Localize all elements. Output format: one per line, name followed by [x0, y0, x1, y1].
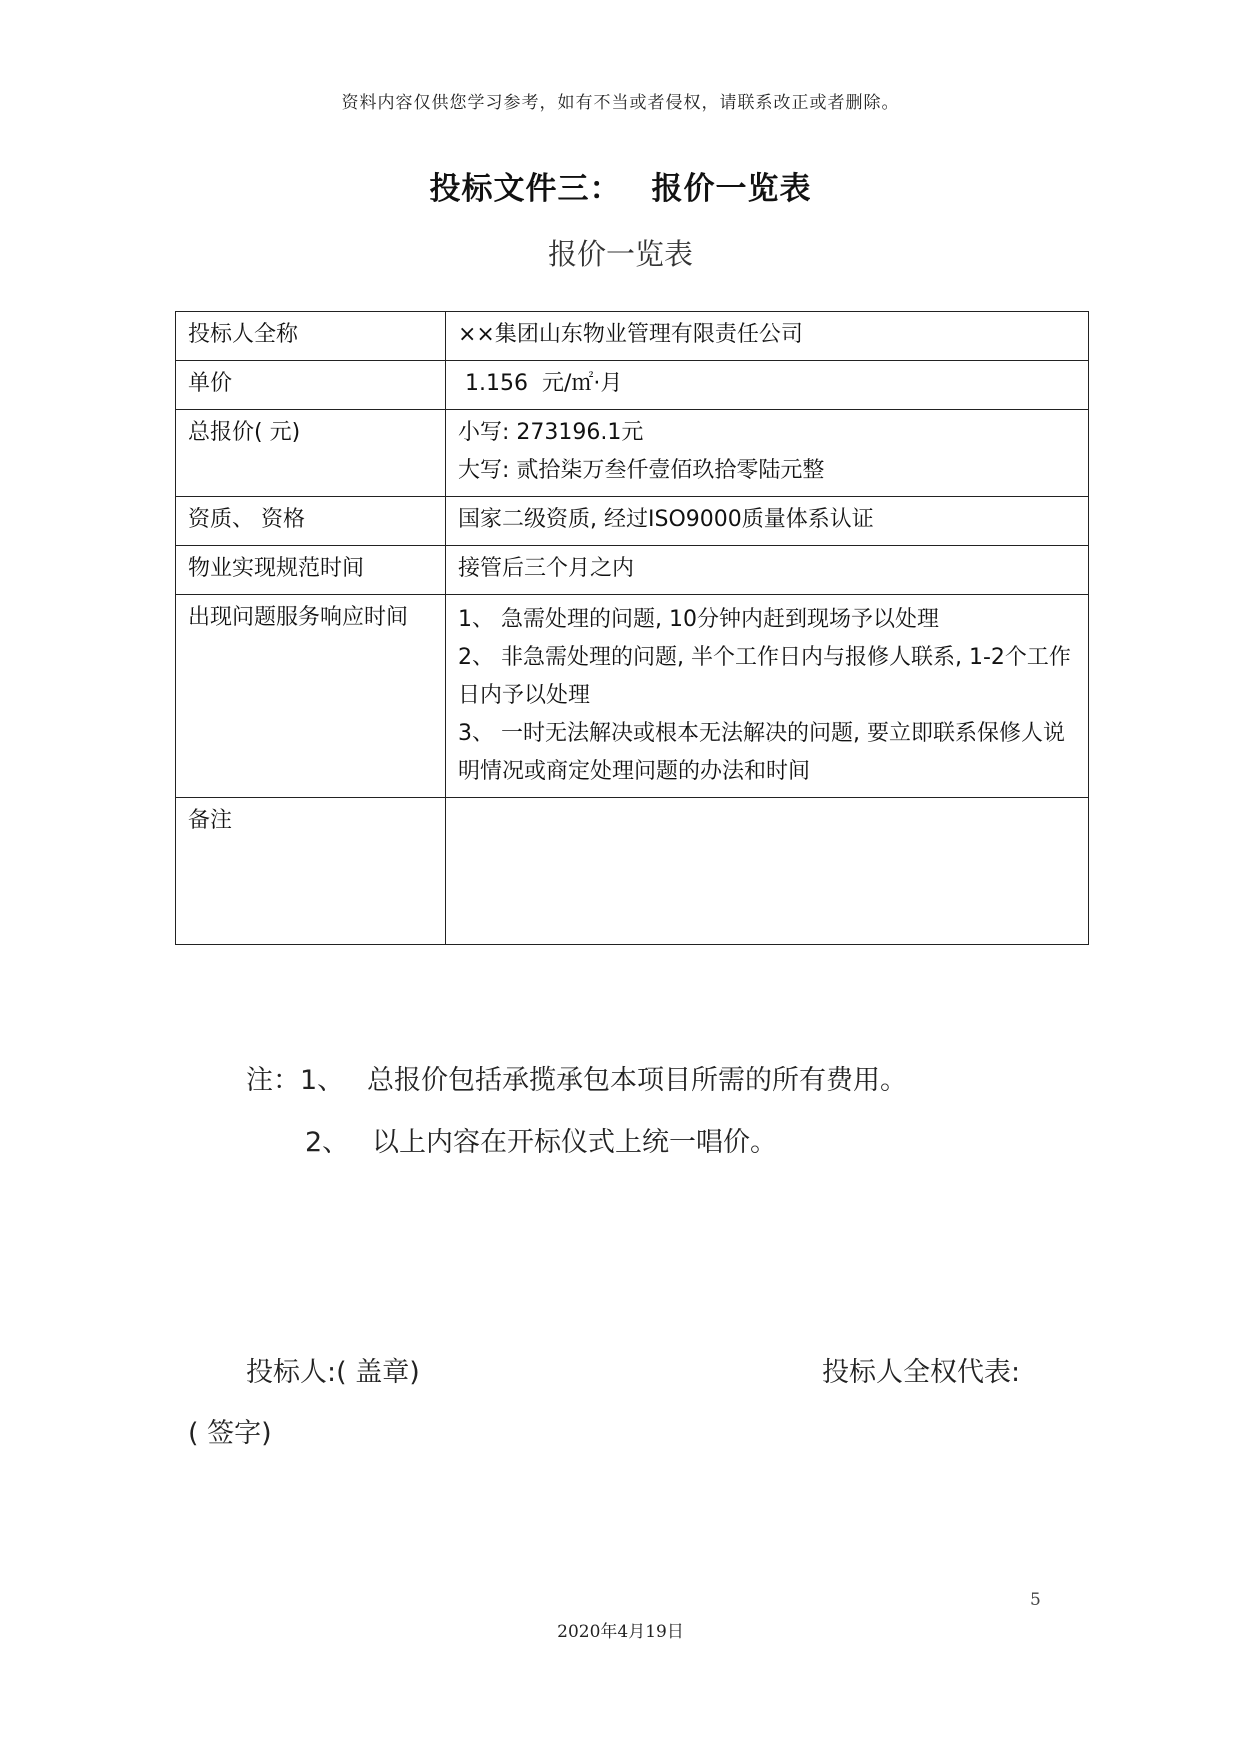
- response-item: 1、 急需处理的问题, 10分钟内赶到现场予以处理: [458, 607, 939, 632]
- quotation-table: [175, 311, 1089, 945]
- note-text: 以上内容在开标仪式上统一唱价。: [372, 1127, 777, 1158]
- remarks-value: [446, 798, 1089, 945]
- response-label: 出现问题服务响应时间: [176, 595, 446, 798]
- table-row-total: [176, 410, 1089, 497]
- standard-time-value: 接管后三个月之内: [446, 546, 1089, 595]
- bidder-value: ××集团山东物业管理有限责任公司: [446, 312, 1089, 361]
- total-value: [446, 410, 1089, 497]
- table-title: 报价一览表: [547, 237, 693, 271]
- page-number: 5: [1030, 1590, 1041, 1610]
- table-row-remarks: [176, 798, 1089, 945]
- footer-date: 2020年4月19日: [557, 1622, 684, 1642]
- note-item: [246, 1056, 907, 1118]
- note-text: 总报价包括承揽承包本项目所需的所有费用。: [367, 1065, 907, 1096]
- total-large: 大写: 贰拾柒万叁仟壹佰玖拾零陆元整: [458, 458, 825, 483]
- header-disclaimer: 资料内容仅供您学习参考，如有不当或者侵权，请联系改正或者删除。: [341, 93, 900, 113]
- qualification-value: 国家二级资质, 经过ISO9000质量体系认证: [446, 497, 1089, 546]
- response-item: 3、 一时无法解决或根本无法解决的问题, 要立即联系保修人说明情况或商定处理问题的办法和时间: [458, 721, 1065, 784]
- bidder-seal-line: 投标人:( 盖章): [246, 1357, 420, 1388]
- note-number: 2、: [305, 1127, 350, 1158]
- note-item: [246, 1118, 907, 1180]
- document-title-part2: 报价一览表: [651, 171, 812, 207]
- signature-line: ( 签字): [188, 1418, 272, 1449]
- unit-price-label: 单价: [176, 361, 446, 410]
- representative-line: 投标人全权代表:: [822, 1357, 1021, 1388]
- notes-prefix: 注：: [246, 1065, 300, 1096]
- bidder-label: 投标人全称: [176, 312, 446, 361]
- total-small: 小写: 273196.1元: [458, 420, 644, 445]
- qualification-label: 资质、 资格: [176, 497, 446, 546]
- note-number: 1、: [300, 1065, 345, 1096]
- table-row-response: [176, 595, 1089, 798]
- remarks-label: 备注: [176, 798, 446, 945]
- table-row-qualification: [176, 497, 1089, 546]
- table-row-unit-price: [176, 361, 1089, 410]
- document-title: [0, 163, 1241, 208]
- standard-time-label: 物业实现规范时间: [176, 546, 446, 595]
- table-row-bidder: [176, 312, 1089, 361]
- table-row-standard-time: [176, 546, 1089, 595]
- unit-price-value: 1.156 元/㎡·月: [446, 361, 1089, 410]
- total-label: 总报价( 元): [176, 410, 446, 497]
- response-value: [446, 595, 1089, 798]
- document-title-part1: 投标文件三：: [429, 171, 622, 207]
- notes-section: [246, 1056, 907, 1180]
- response-item: 2、 非急需处理的问题, 半个工作日内与报修人联系, 1-2个工作日内予以处理: [458, 645, 1071, 708]
